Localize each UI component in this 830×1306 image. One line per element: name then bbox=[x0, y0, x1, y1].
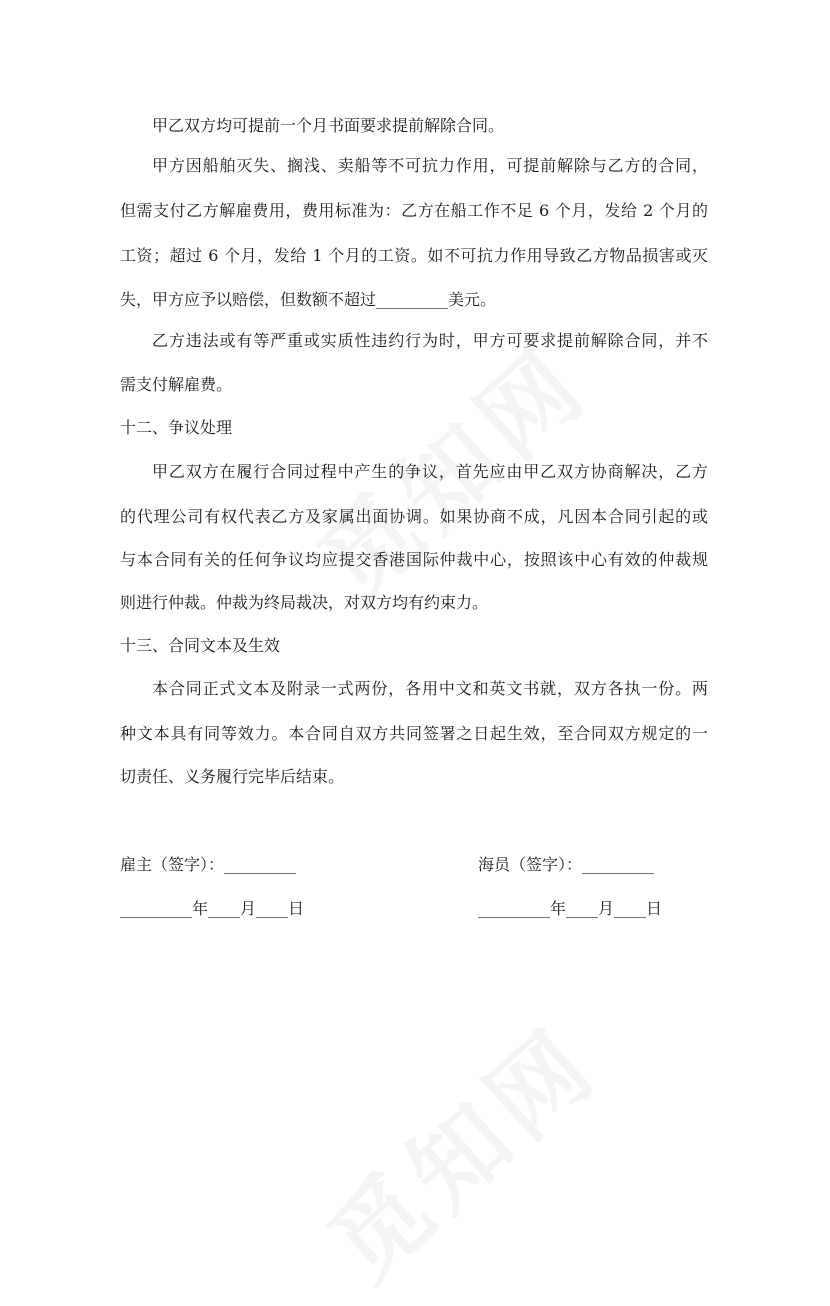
text-effect-line-2: 种文本具有同等效力。本合同自双方共同签署之日起生效，至合同双方规定的一 bbox=[120, 724, 708, 743]
section-13-heading: 十三、合同文本及生效 bbox=[120, 636, 281, 655]
dispute-line-2: 的代理公司有权代表乙方及家属出面协调。如果协商不成，凡因本合同引起的或 bbox=[120, 507, 708, 526]
section-12-heading: 十二、争议处理 bbox=[120, 418, 233, 437]
breach-line-1: 乙方违法或有等严重或实质性违约行为时，甲方可要求提前解除合同，并不 bbox=[152, 331, 708, 350]
force-majeure-line-2: 但需支付乙方解雇费用，费用标准为：乙方在船工作不足 6 个月，发给 2 个月的 bbox=[120, 201, 708, 220]
paragraph-early-termination: 甲乙双方均可提前一个月书面要求提前解除合同。 bbox=[152, 116, 505, 135]
dispute-line-1: 甲乙双方在履行合同过程中产生的争议，首先应由甲乙双方协商解决，乙方 bbox=[152, 462, 708, 481]
breach-line-2: 需支付解雇费。 bbox=[120, 375, 233, 394]
employer-date-field: _________年____月____日 bbox=[120, 899, 305, 918]
force-majeure-line-3: 工资；超过 6 个月，发给 1 个月的工资。如不可抗力作用导致乙方物品损害或灭 bbox=[120, 246, 708, 265]
dispute-line-4: 则进行仲裁。仲裁为终局裁决，对双方均有约束力。 bbox=[120, 593, 489, 612]
seaman-signature-field: 海员（签字）：_________ bbox=[478, 855, 655, 874]
force-majeure-line-1: 甲方因船舶灭失、搁浅、卖船等不可抗力作用，可提前解除与乙方的合同， bbox=[152, 156, 708, 175]
employer-signature-field: 雇主（签字）：_________ bbox=[120, 855, 297, 874]
text-effect-line-1: 本合同正式文本及附录一式两份，各用中文和英文书就，双方各执一份。两 bbox=[152, 679, 708, 698]
text-effect-line-3: 切责任、义务履行完毕后结束。 bbox=[120, 767, 345, 786]
watermark-bottom bbox=[295, 991, 623, 1306]
force-majeure-line-4: 失，甲方应予以赔偿，但数额不超过_________美元。 bbox=[120, 290, 497, 309]
seaman-date-field: _________年____月____日 bbox=[478, 899, 663, 918]
dispute-line-3: 与本合同有关的任何争议均应提交香港国际仲裁中心，按照该中心有效的仲裁规 bbox=[120, 550, 708, 569]
